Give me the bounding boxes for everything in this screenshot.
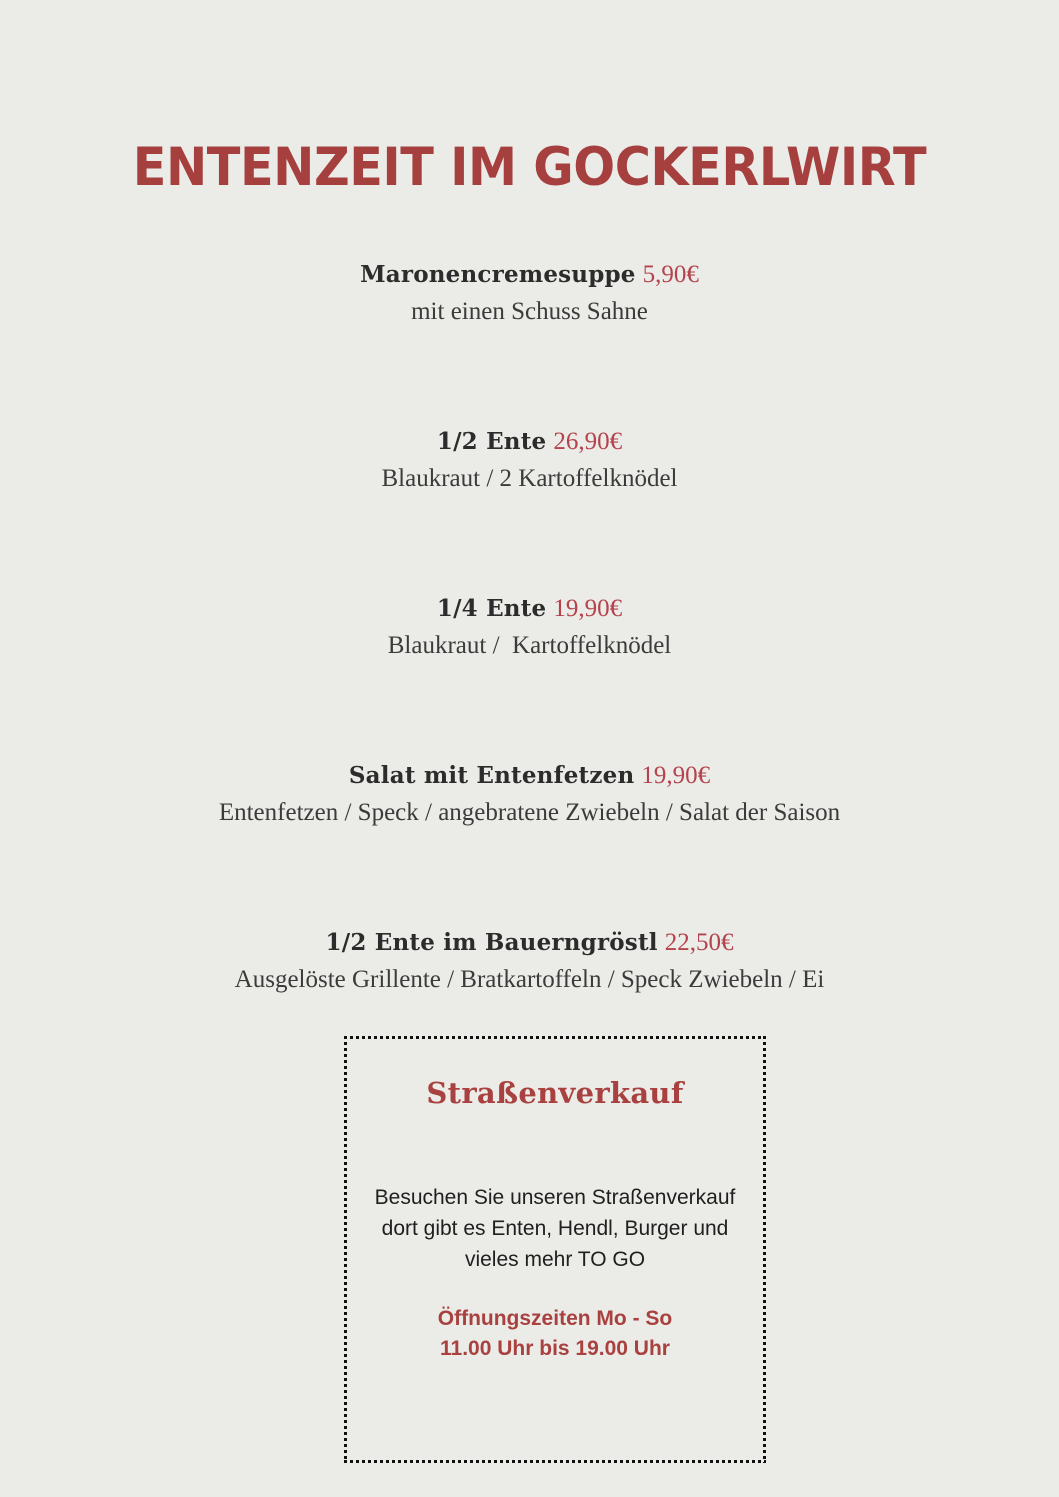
menu-item xyxy=(0,592,1059,664)
menu-item-description: mit einen Schuss Sahne xyxy=(411,298,648,325)
takeaway-body-line-3: vieles mehr TO GO xyxy=(464,1248,646,1271)
takeaway-body-line-2: dort gibt es Enten, Hendl, Burger und xyxy=(381,1217,729,1240)
menu-item-price: 19,90€ xyxy=(553,595,623,622)
menu-item-description: Ausgelöste Grillente / Bratkartoffeln / Speck Zwiebeln / Ei xyxy=(234,966,825,993)
menu-item-heading xyxy=(0,592,1059,626)
menu-item-description: Blaukraut / Kartoffelknödel xyxy=(387,632,672,659)
menu-item-heading xyxy=(0,926,1059,960)
takeaway-heading: Straßenverkauf xyxy=(426,1076,684,1110)
menu-item xyxy=(0,926,1059,998)
menu-item xyxy=(0,759,1059,831)
opening-hours-days: Öffnungszeiten Mo - So xyxy=(437,1307,673,1330)
takeaway-body-text xyxy=(344,1182,766,1275)
menu-items-list xyxy=(0,258,1059,998)
menu-item-name: Salat mit Entenfetzen xyxy=(348,762,635,789)
takeaway-opening-hours xyxy=(344,1304,766,1364)
menu-item-heading xyxy=(0,425,1059,459)
takeaway-body-line-1: Besuchen Sie unseren Straßenverkauf xyxy=(374,1186,736,1209)
menu-item-description: Blaukraut / 2 Kartoffelknödel xyxy=(381,465,678,492)
menu-item-heading xyxy=(0,258,1059,292)
page-title: ENTENZEIT IM GOCKERLWIRT xyxy=(132,136,927,198)
menu-item-description: Entenfetzen / Speck / angebratene Zwiebeln / Salat der Saison xyxy=(218,799,841,826)
menu-item-price: 5,90€ xyxy=(642,261,699,288)
menu-item xyxy=(0,258,1059,330)
menu-item-name: 1/2 Ente im Bauerngröstl xyxy=(325,929,658,956)
menu-item-name: 1/2 Ente xyxy=(436,428,547,455)
menu-item xyxy=(0,425,1059,497)
takeaway-info-box xyxy=(344,1036,766,1463)
opening-hours-times: 11.00 Uhr bis 19.00 Uhr xyxy=(440,1337,670,1360)
menu-item-price: 19,90€ xyxy=(641,762,711,789)
menu-item-name: 1/4 Ente xyxy=(436,595,547,622)
menu-item-price: 22,50€ xyxy=(664,929,734,956)
menu-item-price: 26,90€ xyxy=(553,428,623,455)
menu-item-name: Maronencremesuppe xyxy=(360,261,636,288)
menu-item-heading xyxy=(0,759,1059,793)
